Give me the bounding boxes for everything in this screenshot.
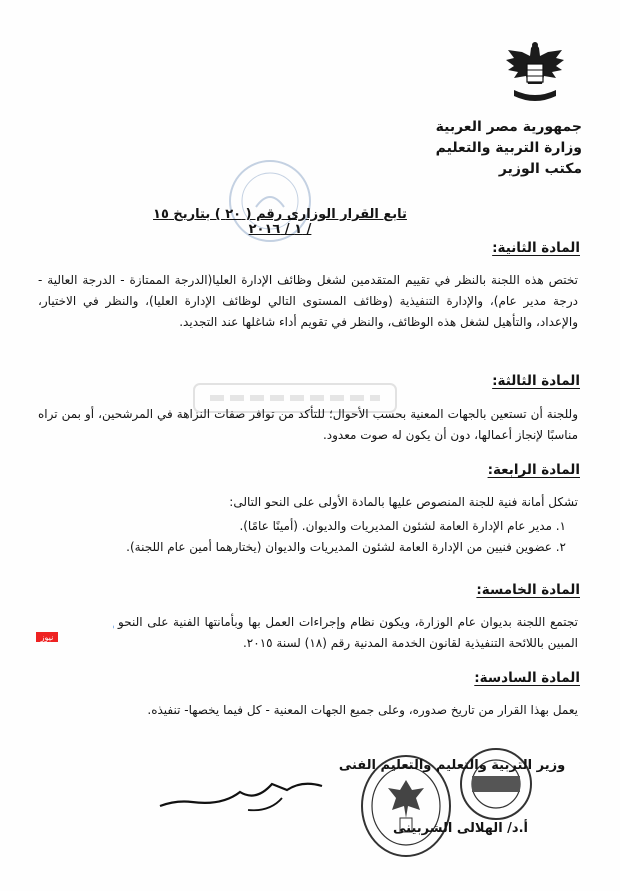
article-3-paragraph: وللجنة أن تستعين بالجهات المعنية بحسب الأحوال؛ للتأكد من توافر صفات النزاهة في المرشحين، أو بمن تراه مناسبًا لإنجاز أعمالها، دون أن يكون له صوت معدود. — [38, 407, 578, 442]
svg-text:العربية — [112, 611, 114, 636]
article-4-paragraph: تشكل أمانة فنية للجنة المنصوص عليها بالمادة الأولى على النحو التالى: — [229, 495, 578, 509]
article-5-paragraph: تجتمع اللجنة بديوان عام الوزارة، ويكون نظام وإجراءات العمل بها وبأمانتها الفنية على النحو المبين باللائحة التنفيذية لقانون الخدمة المدنية رقم (١٨) لسنة ٢٠١٥. — [118, 615, 578, 650]
decree-title: تابع القرار الوزارى رقم ( ٢٠ ) بتاريخ ١٥ / ١ / ٢٠١٦ — [153, 207, 407, 237]
article-4-intro — [38, 492, 578, 513]
article-5-heading: المادة الخامسة: — [476, 582, 580, 598]
article-3-body — [38, 404, 578, 446]
article-5-body — [118, 612, 578, 654]
handwritten-signature — [152, 772, 332, 822]
list-item: ٢. عضوين فنيين من الإدارة العامة لشئون المديريات والديوان (يختارهما أمين عام اللجنة). — [126, 540, 566, 554]
article-4-list — [38, 516, 570, 558]
article-4-heading: المادة الرابعة: — [487, 462, 580, 478]
date-stamp-icon — [458, 744, 534, 824]
list-item: ١. مدير عام الإدارة العامة لشئون المديريات والديوان. (أمينًا عامًا). — [239, 519, 566, 533]
minister-name: أ.د/ الهلالى الشربينى — [393, 821, 528, 836]
article-6-paragraph: يعمل بهذا القرار من تاريخ صدوره، وعلى جميع الجهات المعنية - كل فيما يخصها- تنفيذه. — [147, 703, 578, 717]
ministry-name: وزارة التربية والتعليم — [435, 140, 582, 156]
article-6-body — [38, 700, 578, 721]
article-2-body — [38, 270, 578, 333]
article-6-heading: المادة السادسة: — [474, 670, 580, 686]
article-3-heading: المادة الثالثة: — [492, 373, 580, 389]
article-2-heading: المادة الثانية: — [492, 240, 580, 256]
country-name: جمهورية مصر العربية — [435, 119, 582, 135]
article-2-paragraph: تختص هذه اللجنة بالنظر في تقييم المتقدمين لشغل وظائف الإدارة العليا(الدرجة الممتازة - الدرجة العالية - درجة مدير عام)، والإدارة التنفيذية (وظائف المستوى التالي لوظائف الإدارة العليا)، والنظر في الاختيار، والإعداد، والتأهيل لشغل هذه الوظائف، والنظر في تقويم أداء شاغلها عند التجديد. — [38, 273, 578, 329]
alarabiya-news-logo — [34, 606, 114, 646]
svg-text:نيوز: نيوز — [40, 633, 54, 642]
eagle-emblem-icon — [500, 36, 570, 110]
ministry-header — [402, 117, 582, 180]
office-name: مكتب الوزير — [498, 161, 582, 177]
minister-title: وزير التربية والتعليم والتعليم الفنى — [338, 758, 566, 773]
